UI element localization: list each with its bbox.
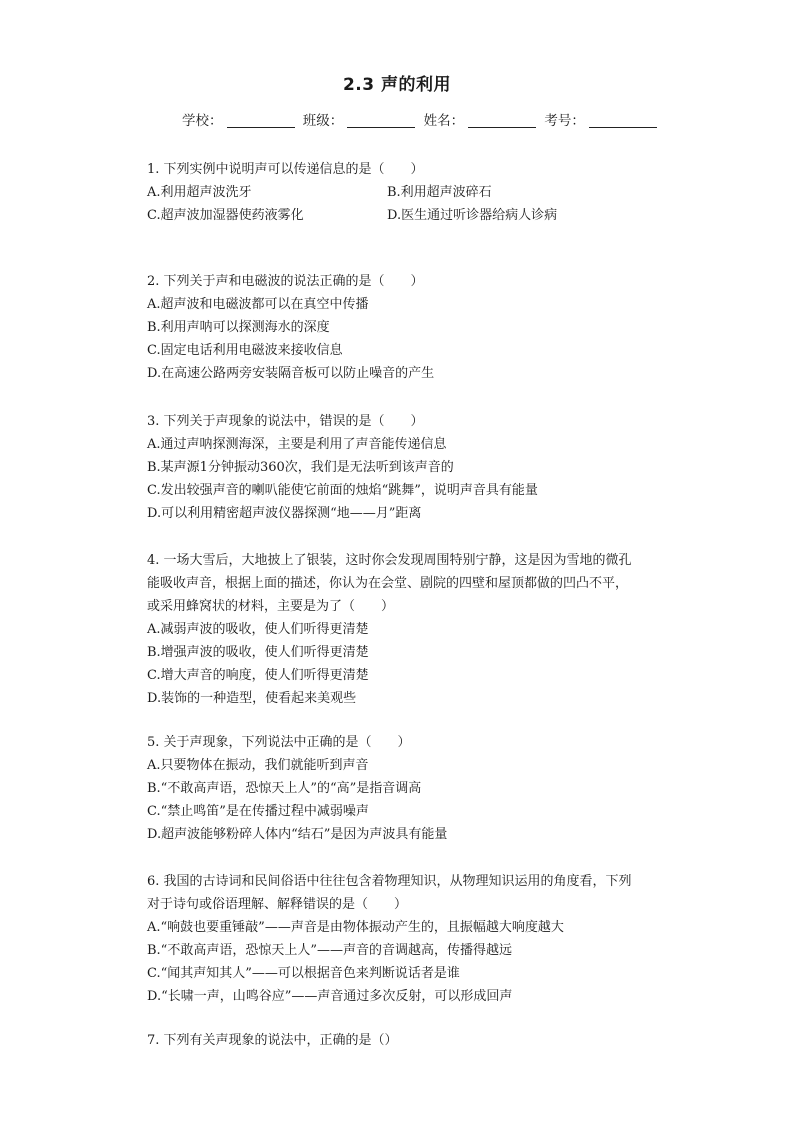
option-d: D.在高速公路两旁安装隔音板可以防止噪音的产生	[147, 366, 435, 381]
school-blank[interactable]	[227, 113, 295, 128]
question-4	[147, 549, 677, 710]
option-d: D.装饰的一种造型，使看起来美观些	[147, 691, 357, 706]
id-blank[interactable]	[589, 113, 657, 128]
name-label: 姓名：	[423, 113, 465, 129]
option-a: A.只要物体在振动，我们就能听到声音	[147, 758, 369, 773]
option-b: B.增强声波的吸收，使人们听得更清楚	[147, 645, 369, 660]
question-5	[147, 731, 677, 846]
class-blank[interactable]	[347, 113, 415, 128]
option-d: D.医生通过听诊器给病人诊病	[387, 208, 558, 223]
option-c: C.“禁止鸣笛”是在传播过程中减弱噪声	[147, 804, 369, 819]
option-a: A.利用超声波洗牙	[147, 185, 252, 200]
option-b: B.利用声呐可以探测海水的深度	[147, 320, 330, 335]
option-b: B.利用超声波碎石	[387, 185, 492, 200]
question-3	[147, 410, 677, 525]
option-b: B.“不敢高声语，恐惊天上人”的“高”是指音调高	[147, 781, 422, 796]
question-stem: 3. 下列关于声现象的说法中，错误的是（ ）	[147, 414, 424, 429]
question-stem-line: 能吸收声音，根据上面的描述，你认为在会堂、剧院的四壁和屋顶都做的凹凸不平，	[147, 576, 629, 591]
option-a: A.通过声呐探测海深，主要是利用了声音能传递信息	[147, 437, 447, 452]
student-info-row	[182, 109, 661, 129]
option-a: A.超声波和电磁波都可以在真空中传播	[147, 297, 369, 312]
id-label: 考号：	[544, 113, 585, 129]
question-stem: 1. 下列实例中说明声可以传递信息的是（ ）	[147, 162, 424, 177]
option-b: B.某声源1分钟振动360次，我们是无法听到该声音的	[147, 460, 454, 475]
option-d: D.可以利用精密超声波仪器探测“地——月”距离	[147, 506, 422, 521]
option-a: A.“响鼓也要重锤敲”——声音是由物体振动产生的，且振幅越大响度越大	[147, 920, 564, 935]
option-c: C.增大声音的响度，使人们听得更清楚	[147, 668, 369, 683]
question-1	[147, 158, 677, 227]
page-title: 2.3 声的利用	[342, 75, 452, 95]
question-6	[147, 870, 677, 1008]
question-7	[147, 1029, 677, 1052]
question-stem: 2. 下列关于声和电磁波的说法正确的是（ ）	[147, 274, 424, 289]
option-a: A.减弱声波的吸收，使人们听得更清楚	[147, 622, 369, 637]
question-2	[147, 270, 677, 385]
option-b: B.“不敢高声语，恐惊天上人”——声音的音调越高，传播得越远	[147, 943, 512, 958]
question-stem: 5. 关于声现象，下列说法中正确的是（ ）	[147, 735, 411, 750]
school-label: 学校：	[182, 113, 223, 129]
option-d: D.超声波能够粉碎人体内“结石”是因为声波具有能量	[147, 827, 448, 842]
question-stem-line: 对于诗句或俗语理解、解释错误的是（ ）	[147, 897, 408, 912]
option-d: D.“长啸一声，山鸣谷应”——声音通过多次反射，可以形成回声	[147, 989, 513, 1004]
option-c: C.固定电话利用电磁波来接收信息	[147, 343, 343, 358]
class-label: 班级：	[302, 113, 344, 129]
question-stem: 7. 下列有关声现象的说法中，正确的是（）	[147, 1033, 398, 1048]
option-c: C.超声波加湿器使药液雾化	[147, 208, 304, 223]
option-c: C.“闻其声知其人”——可以根据音色来判断说话者是谁	[147, 966, 460, 981]
name-blank[interactable]	[468, 113, 536, 128]
question-stem-line: 或采用蜂窝状的材料，主要是为了（ ）	[147, 599, 395, 614]
option-c: C.发出较强声音的喇叭能使它前面的烛焰“跳舞”，说明声音具有能量	[147, 483, 538, 498]
question-stem-line: 6. 我国的古诗词和民间俗语中往往包含着物理知识，从物理知识运用的角度看，下列	[147, 874, 632, 889]
question-stem-line: 4. 一场大雪后，大地披上了银装，这时你会发现周围特别宁静，这是因为雪地的微孔	[147, 553, 632, 568]
